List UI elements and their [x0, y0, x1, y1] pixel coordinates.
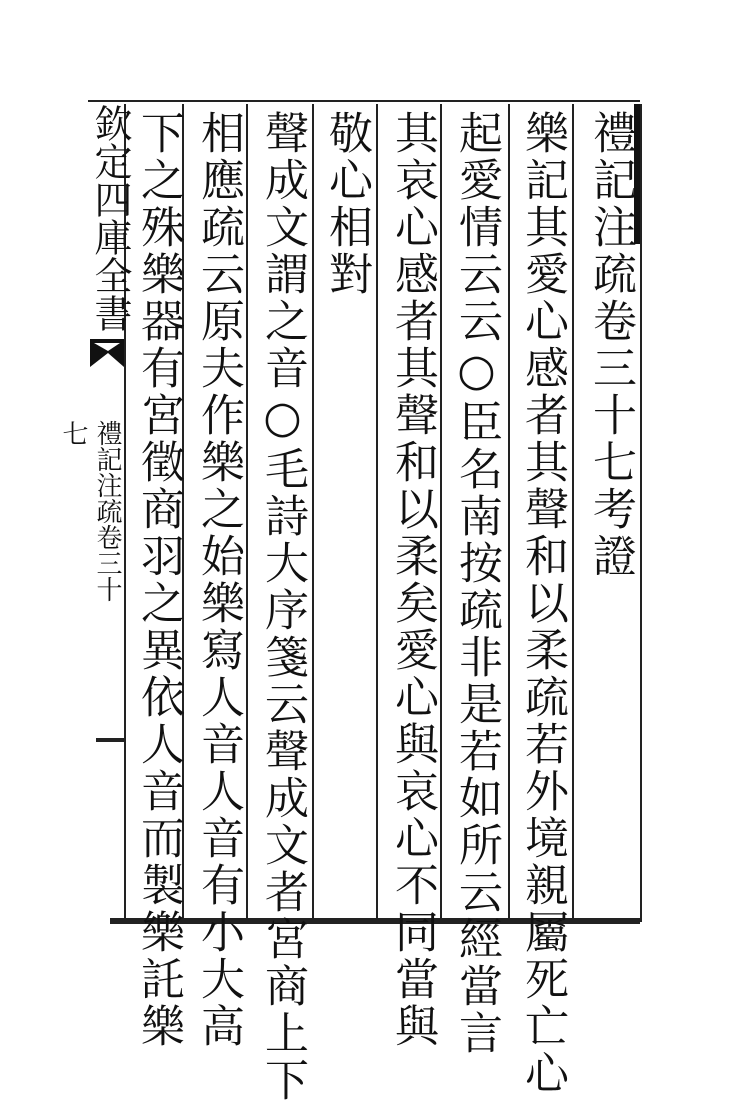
margin-title: 欽定四庫全書 — [88, 104, 132, 332]
text-column-4: 其哀心感者其聲和以柔矣愛心與哀心不同當與 — [387, 110, 438, 1050]
top-border — [88, 100, 640, 102]
margin-subtitle: 禮記注疏卷三十七 — [58, 420, 122, 602]
column-rule — [312, 104, 314, 920]
fish-tail-icon — [88, 335, 126, 371]
text-column-1: 禮記注疏卷三十七考證 — [585, 110, 636, 580]
column-rule — [508, 104, 510, 920]
text-column-7: 相應疏云原夫作樂之始樂寫人音人音有小大高 — [193, 110, 244, 1050]
column-rule — [440, 104, 442, 920]
column-rule — [376, 104, 378, 920]
page-mark — [96, 738, 124, 742]
right-border — [640, 104, 642, 922]
text-column-3: 起愛情云云○臣名南按疏非是若如所云經當言 — [451, 110, 502, 1057]
text-column-5: 敬心相對 — [321, 110, 372, 298]
text-column-8: 下之殊樂器有宮徵商羽之異依人音而製樂託樂 — [133, 110, 184, 1050]
text-column-2: 樂記其愛心感者其聲和以柔疏若外境親屬死亡心 — [517, 110, 568, 1097]
column-rule — [246, 104, 248, 920]
column-rule — [572, 104, 574, 920]
text-column-6: 聲成文謂之音○毛詩大序箋云聲成文者宮商上下 — [257, 110, 308, 1104]
